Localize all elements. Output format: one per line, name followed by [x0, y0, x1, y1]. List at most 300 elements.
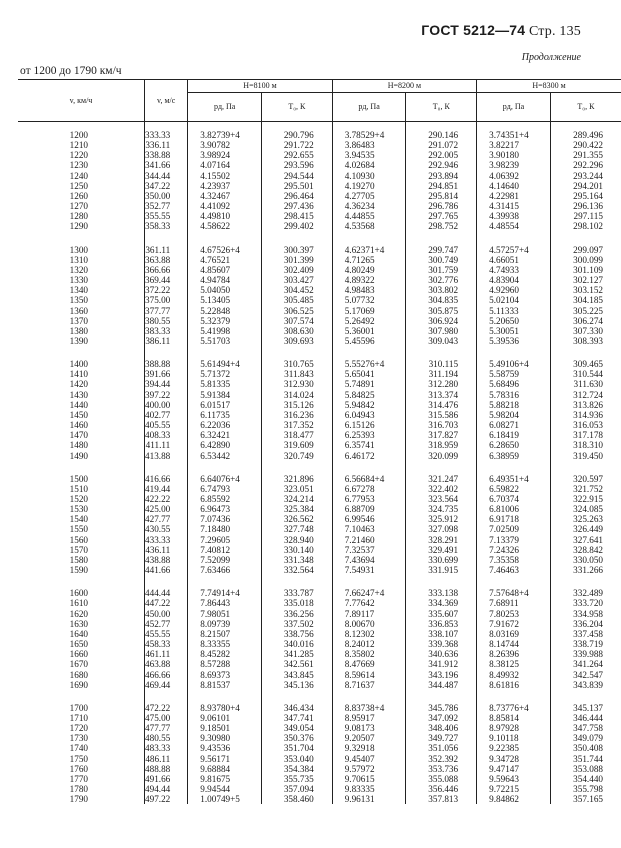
cell-pressure-1: 6.53442: [188, 451, 262, 461]
spacer-cell: [406, 346, 477, 359]
table-row: [18, 784, 621, 794]
cell-pressure-2: 9.57972: [332, 764, 406, 774]
cell-temp-2: 328.291: [406, 535, 477, 545]
cell-pressure-2: 7.43694: [332, 555, 406, 565]
cell-v-ms: 408.33: [145, 430, 188, 440]
cell-v-kmh: 1510: [69, 483, 88, 494]
cell-pressure-1: 6.64076+4: [188, 474, 262, 484]
cell-v-kmh: 1400: [69, 359, 88, 370]
cell-temp-1: 304.452: [262, 285, 333, 295]
table-row: [18, 484, 621, 494]
spacer-cell: [406, 575, 477, 588]
table-row: [18, 733, 621, 743]
cell-temp-3: 306.274: [550, 316, 621, 326]
spacer-cell: [262, 575, 333, 588]
cell-pressure-3: 5.58759: [477, 369, 551, 379]
cell-v-kmh: 1330: [69, 275, 88, 286]
cell-temp-1: 328.940: [262, 535, 333, 545]
cell-temp-2: 292.946: [406, 160, 477, 170]
spacer-cell: [145, 461, 188, 474]
cell-pressure-1: 9.30980: [188, 733, 262, 743]
cell-pressure-2: 6.15126: [332, 420, 406, 430]
cell-pressure-1: 6.22036: [188, 420, 262, 430]
cell-pressure-3: 8.03169: [477, 629, 551, 639]
spacer-cell: [188, 575, 262, 588]
cell-pressure-1: 6.42890: [188, 440, 262, 450]
cell-v-ms: 336.11: [145, 140, 188, 150]
table-row: [18, 255, 621, 265]
cell-temp-1: 305.485: [262, 295, 333, 305]
cell-pressure-2: 9.32918: [332, 743, 406, 753]
table-row: [18, 181, 621, 191]
cell-temp-2: 347.092: [406, 713, 477, 723]
cell-temp-3: 327.641: [550, 535, 621, 545]
cell-pressure-3: 6.91718: [477, 514, 551, 524]
cell-pressure-3: 7.80253: [477, 609, 551, 619]
cell-temp-1: 355.735: [262, 774, 333, 784]
cell-pressure-2: 8.83738+4: [332, 703, 406, 713]
cell-temp-2: 301.759: [406, 265, 477, 275]
cell-temp-3: 295.164: [550, 191, 621, 201]
cell-temp-3: 312.724: [550, 390, 621, 400]
cell-temp-1: 326.562: [262, 514, 333, 524]
cell-v-ms: 447.22: [145, 598, 188, 608]
cell-pressure-1: 9.56171: [188, 754, 262, 764]
cell-v-kmh: 1740: [69, 743, 88, 754]
spacer-cell: [18, 461, 145, 474]
spacer-cell: [477, 232, 551, 245]
cell-v-kmh: 1760: [69, 763, 88, 774]
cell-v-ms: 472.22: [145, 703, 188, 713]
cell-v-ms: 388.88: [145, 359, 188, 369]
cell-temp-2: 312.280: [406, 379, 477, 389]
cell-pressure-1: 7.52099: [188, 555, 262, 565]
cell-temp-2: 316.703: [406, 420, 477, 430]
cell-v-ms: 394.44: [145, 379, 188, 389]
cell-pressure-1: 4.07164: [188, 160, 262, 170]
cell-v-ms: 333.33: [145, 122, 188, 141]
speed-range-title: от 1200 до 1790 км/ч: [20, 65, 122, 77]
cell-temp-1: 330.140: [262, 545, 333, 555]
cell-v-kmh: 1780: [69, 784, 88, 795]
cell-temp-1: 351.704: [262, 743, 333, 753]
table-row: [18, 754, 621, 764]
cell-v-ms: 433.33: [145, 535, 188, 545]
cell-temp-3: 330.050: [550, 555, 621, 565]
cell-pressure-2: 4.19270: [332, 181, 406, 191]
cell-pressure-2: 4.10930: [332, 171, 406, 181]
cell-temp-3: 343.839: [550, 680, 621, 690]
cell-pressure-3: 5.68496: [477, 379, 551, 389]
cell-temp-3: 342.547: [550, 670, 621, 680]
cell-temp-1: 318.477: [262, 430, 333, 440]
cell-temp-3: 290.422: [550, 140, 621, 150]
cell-v-kmh: 1550: [69, 524, 88, 535]
table-row: [18, 316, 621, 326]
cell-v-kmh: 1300: [69, 244, 88, 255]
cell-pressure-3: 5.98204: [477, 410, 551, 420]
cell-pressure-3: 4.39938: [477, 211, 551, 221]
cell-pressure-3: 6.28650: [477, 440, 551, 450]
table-row: [18, 743, 621, 753]
cell-temp-1: 314.024: [262, 390, 333, 400]
cell-pressure-2: 5.55276+4: [332, 359, 406, 369]
cell-v-ms: 427.77: [145, 514, 188, 524]
spacer-cell: [188, 690, 262, 703]
cell-temp-3: 302.127: [550, 275, 621, 285]
cell-v-kmh: 1480: [69, 440, 88, 451]
cell-temp-1: 293.596: [262, 160, 333, 170]
cell-pressure-3: 4.57257+4: [477, 245, 551, 255]
cell-pressure-1: 4.67526+4: [188, 245, 262, 255]
cell-v-ms: 438.88: [145, 555, 188, 565]
cell-temp-1: 347.741: [262, 713, 333, 723]
cell-v-ms: 366.66: [145, 265, 188, 275]
cell-v-kmh: 1280: [69, 211, 88, 222]
cell-temp-1: 324.214: [262, 494, 333, 504]
cell-temp-1: 320.749: [262, 451, 333, 461]
cell-v-kmh: 1410: [69, 369, 88, 380]
cell-temp-2: 300.749: [406, 255, 477, 265]
cell-v-kmh: 1450: [69, 409, 88, 420]
cell-temp-3: 347.758: [550, 723, 621, 733]
cell-temp-2: 321.247: [406, 474, 477, 484]
spacer-cell: [18, 232, 145, 245]
cell-pressure-2: 7.77642: [332, 598, 406, 608]
cell-pressure-1: 7.40812: [188, 545, 262, 555]
spacer-cell: [332, 461, 406, 474]
cell-temp-3: 299.097: [550, 245, 621, 255]
cell-v-ms: 483.33: [145, 743, 188, 753]
cell-pressure-1: 6.85592: [188, 494, 262, 504]
table-row: [18, 494, 621, 504]
table-header: [18, 80, 621, 122]
cell-temp-3: 304.185: [550, 295, 621, 305]
cell-temp-3: 354.440: [550, 774, 621, 784]
cell-pressure-3: 9.34728: [477, 754, 551, 764]
cell-temp-3: 311.630: [550, 379, 621, 389]
cell-v-ms: 425.00: [145, 504, 188, 514]
cell-v-kmh: 1640: [69, 628, 88, 639]
cell-v-kmh: 1750: [69, 753, 88, 764]
cell-pressure-3: 8.73776+4: [477, 703, 551, 713]
cell-v-kmh: 1250: [69, 180, 88, 191]
cell-pressure-2: 8.59614: [332, 670, 406, 680]
cell-pressure-3: 9.47147: [477, 764, 551, 774]
cell-temp-2: 336.853: [406, 619, 477, 629]
cell-v-kmh: 1270: [69, 201, 88, 212]
cell-temp-3: 346.444: [550, 713, 621, 723]
cell-pressure-3: 7.13379: [477, 535, 551, 545]
cell-pressure-3: 4.06392: [477, 171, 551, 181]
cell-temp-2: 320.099: [406, 451, 477, 461]
cell-temp-2: 330.699: [406, 555, 477, 565]
cell-pressure-2: 3.94535: [332, 150, 406, 160]
cell-pressure-1: 5.51703: [188, 336, 262, 346]
cell-pressure-2: 4.44855: [332, 211, 406, 221]
cell-v-kmh: 1710: [69, 712, 88, 723]
cell-pressure-2: 4.02684: [332, 160, 406, 170]
group-spacer: [18, 346, 621, 359]
cell-pressure-1: 4.15502: [188, 171, 262, 181]
cell-v-ms: 361.11: [145, 245, 188, 255]
cell-v-ms: 397.22: [145, 390, 188, 400]
cell-pressure-2: 4.53568: [332, 221, 406, 231]
cell-v-ms: 463.88: [145, 659, 188, 669]
continuation-label: Продолжение: [521, 52, 581, 63]
spacer-cell: [477, 461, 551, 474]
cell-temp-3: 292.296: [550, 160, 621, 170]
cell-v-kmh: 1420: [69, 379, 88, 390]
cell-temp-3: 337.458: [550, 629, 621, 639]
cell-v-ms: 338.88: [145, 150, 188, 160]
table-row: [18, 555, 621, 565]
cell-pressure-3: 4.74933: [477, 265, 551, 275]
cell-v-ms: 497.22: [145, 794, 188, 804]
spacer-cell: [145, 690, 188, 703]
table-row: [18, 713, 621, 723]
table-row: [18, 359, 621, 369]
cell-pressure-3: 5.78316: [477, 390, 551, 400]
cell-pressure-2: 5.45596: [332, 336, 406, 346]
cell-temp-1: 306.525: [262, 306, 333, 316]
cell-v-kmh: 1680: [69, 669, 88, 680]
cell-pressure-1: 4.41092: [188, 201, 262, 211]
cell-pressure-3: 7.68911: [477, 598, 551, 608]
cell-pressure-2: 8.35802: [332, 649, 406, 659]
table-row: [18, 794, 621, 804]
cell-pressure-3: 3.74351+4: [477, 122, 551, 141]
cell-v-ms: 491.66: [145, 774, 188, 784]
spacer-cell: [262, 232, 333, 245]
cell-temp-3: 341.264: [550, 659, 621, 669]
cell-temp-3: 303.152: [550, 285, 621, 295]
cell-pressure-1: 4.49810: [188, 211, 262, 221]
cell-v-kmh: 1440: [69, 399, 88, 410]
cell-temp-2: 357.813: [406, 794, 477, 804]
cell-pressure-2: 5.07732: [332, 295, 406, 305]
table-body: [18, 122, 621, 805]
col-header-temp-1: T₀, К: [262, 93, 333, 122]
spacer-cell: [477, 690, 551, 703]
table-row: [18, 201, 621, 211]
cell-pressure-1: 6.74793: [188, 484, 262, 494]
cell-temp-1: 333.787: [262, 588, 333, 598]
cell-pressure-3: 5.88218: [477, 400, 551, 410]
table-row: [18, 451, 621, 461]
cell-temp-3: 333.720: [550, 598, 621, 608]
cell-temp-2: 310.115: [406, 359, 477, 369]
cell-temp-3: 339.988: [550, 649, 621, 659]
cell-temp-2: 290.146: [406, 122, 477, 141]
cell-v-ms: 405.55: [145, 420, 188, 430]
cell-temp-3: 334.958: [550, 609, 621, 619]
table-row: [18, 211, 621, 221]
cell-temp-2: 296.786: [406, 201, 477, 211]
cell-pressure-2: 7.10463: [332, 524, 406, 534]
cell-pressure-2: 3.78529+4: [332, 122, 406, 141]
cell-v-kmh: 1320: [69, 264, 88, 275]
cell-pressure-2: 9.70615: [332, 774, 406, 784]
cell-pressure-3: 3.90180: [477, 150, 551, 160]
cell-v-kmh: 1600: [69, 588, 88, 599]
cell-temp-2: 303.802: [406, 285, 477, 295]
table-row: [18, 369, 621, 379]
cell-v-ms: 347.22: [145, 181, 188, 191]
cell-temp-1: 315.126: [262, 400, 333, 410]
cell-v-ms: 375.00: [145, 295, 188, 305]
cell-v-kmh: 1460: [69, 420, 88, 431]
table-row: [18, 410, 621, 420]
cell-temp-1: 291.722: [262, 140, 333, 150]
group-spacer: [18, 690, 621, 703]
table-row: [18, 295, 621, 305]
cell-v-kmh: 1630: [69, 618, 88, 629]
cell-pressure-3: 4.83904: [477, 275, 551, 285]
cell-temp-3: 296.136: [550, 201, 621, 211]
spacer-cell: [406, 232, 477, 245]
cell-pressure-3: 6.81006: [477, 504, 551, 514]
cell-temp-2: 311.194: [406, 369, 477, 379]
cell-temp-3: 319.450: [550, 451, 621, 461]
cell-v-kmh: 1770: [69, 773, 88, 784]
cell-pressure-3: 8.49932: [477, 670, 551, 680]
cell-v-ms: 455.55: [145, 629, 188, 639]
cell-pressure-2: 4.98483: [332, 285, 406, 295]
cell-pressure-3: 5.11333: [477, 306, 551, 316]
cell-pressure-2: 9.08173: [332, 723, 406, 733]
table-row: [18, 535, 621, 545]
cell-pressure-1: 9.94544: [188, 784, 262, 794]
cell-v-kmh: 1390: [69, 335, 88, 346]
cell-pressure-1: 7.98051: [188, 609, 262, 619]
table-row: [18, 629, 621, 639]
cell-temp-2: 348.406: [406, 723, 477, 733]
cell-v-kmh: 1370: [69, 315, 88, 326]
table-row: [18, 336, 621, 346]
cell-v-kmh: 1470: [69, 430, 88, 441]
table-row: [18, 326, 621, 336]
cell-temp-1: 317.352: [262, 420, 333, 430]
cell-temp-1: 342.561: [262, 659, 333, 669]
cell-v-ms: 358.33: [145, 221, 188, 231]
table-row: [18, 171, 621, 181]
cell-v-kmh: 1490: [69, 450, 88, 461]
spacer-cell: [332, 575, 406, 588]
cell-v-kmh: 1310: [69, 254, 88, 265]
cell-v-ms: 341.66: [145, 160, 188, 170]
cell-pressure-1: 6.01517: [188, 400, 262, 410]
table-row: [18, 598, 621, 608]
cell-v-kmh: 1670: [69, 659, 88, 670]
cell-v-kmh: 1340: [69, 285, 88, 296]
spacer-cell: [477, 346, 551, 359]
cell-pressure-1: 7.74914+4: [188, 588, 262, 598]
table-row: [18, 588, 621, 598]
cell-v-ms: 400.00: [145, 400, 188, 410]
cell-temp-3: 351.744: [550, 754, 621, 764]
cell-temp-1: 349.054: [262, 723, 333, 733]
cell-temp-1: 340.016: [262, 639, 333, 649]
spacer-cell: [332, 690, 406, 703]
cell-temp-1: 343.845: [262, 670, 333, 680]
spacer-cell: [188, 461, 262, 474]
cell-temp-2: 291.072: [406, 140, 477, 150]
spacer-cell: [550, 232, 621, 245]
cell-temp-3: 349.079: [550, 733, 621, 743]
cell-pressure-1: 5.32379: [188, 316, 262, 326]
cell-temp-1: 357.094: [262, 784, 333, 794]
cell-temp-2: 343.196: [406, 670, 477, 680]
cell-v-ms: 475.00: [145, 713, 188, 723]
cell-v-ms: 372.22: [145, 285, 188, 295]
cell-pressure-3: 6.70374: [477, 494, 551, 504]
cell-temp-1: 307.574: [262, 316, 333, 326]
cell-temp-3: 336.204: [550, 619, 621, 629]
cell-temp-2: 341.912: [406, 659, 477, 669]
table-row: [18, 649, 621, 659]
col-header-v-kmh: v, км/ч: [18, 80, 145, 122]
col-header-pressure-3: pд, Па: [477, 93, 551, 122]
cell-v-ms: 452.77: [145, 619, 188, 629]
cell-pressure-2: 3.86483: [332, 140, 406, 150]
cell-temp-1: 319.609: [262, 440, 333, 450]
cell-temp-1: 294.544: [262, 171, 333, 181]
cell-pressure-2: 5.84825: [332, 390, 406, 400]
cell-temp-3: 353.088: [550, 764, 621, 774]
cell-v-ms: 430.55: [145, 524, 188, 534]
cell-temp-2: 340.636: [406, 649, 477, 659]
cell-temp-3: 355.798: [550, 784, 621, 794]
cell-temp-1: 295.501: [262, 181, 333, 191]
table-row: [18, 160, 621, 170]
cell-temp-3: 297.115: [550, 211, 621, 221]
cell-pressure-1: 7.18480: [188, 524, 262, 534]
cell-v-ms: 380.55: [145, 316, 188, 326]
cell-pressure-1: 9.43536: [188, 743, 262, 753]
table-row: [18, 379, 621, 389]
cell-pressure-1: 5.61494+4: [188, 359, 262, 369]
cell-pressure-2: 7.89117: [332, 609, 406, 619]
table-row: [18, 723, 621, 733]
cell-pressure-2: 4.80249: [332, 265, 406, 275]
cell-temp-2: 305.875: [406, 306, 477, 316]
cell-pressure-3: 8.85814: [477, 713, 551, 723]
cell-pressure-3: 4.22981: [477, 191, 551, 201]
cell-pressure-3: 9.72215: [477, 784, 551, 794]
cell-temp-3: 316.053: [550, 420, 621, 430]
cell-pressure-2: 6.56684+4: [332, 474, 406, 484]
spacer-cell: [18, 346, 145, 359]
table-row: [18, 764, 621, 774]
page-header: [421, 22, 581, 40]
cell-v-kmh: 1620: [69, 608, 88, 619]
cell-pressure-1: 3.98924: [188, 150, 262, 160]
cell-pressure-2: 8.71637: [332, 680, 406, 690]
col-header-temp-2: T₀, К: [406, 93, 477, 122]
cell-temp-1: 296.464: [262, 191, 333, 201]
table-row: [18, 703, 621, 713]
cell-temp-2: 325.912: [406, 514, 477, 524]
cell-pressure-2: 5.17069: [332, 306, 406, 316]
table-row: [18, 122, 621, 141]
cell-pressure-3: 9.22385: [477, 743, 551, 753]
cell-temp-1: 310.765: [262, 359, 333, 369]
cell-pressure-3: 7.57648+4: [477, 588, 551, 598]
table-row: [18, 524, 621, 534]
cell-v-ms: 413.88: [145, 451, 188, 461]
cell-pressure-2: 6.25393: [332, 430, 406, 440]
